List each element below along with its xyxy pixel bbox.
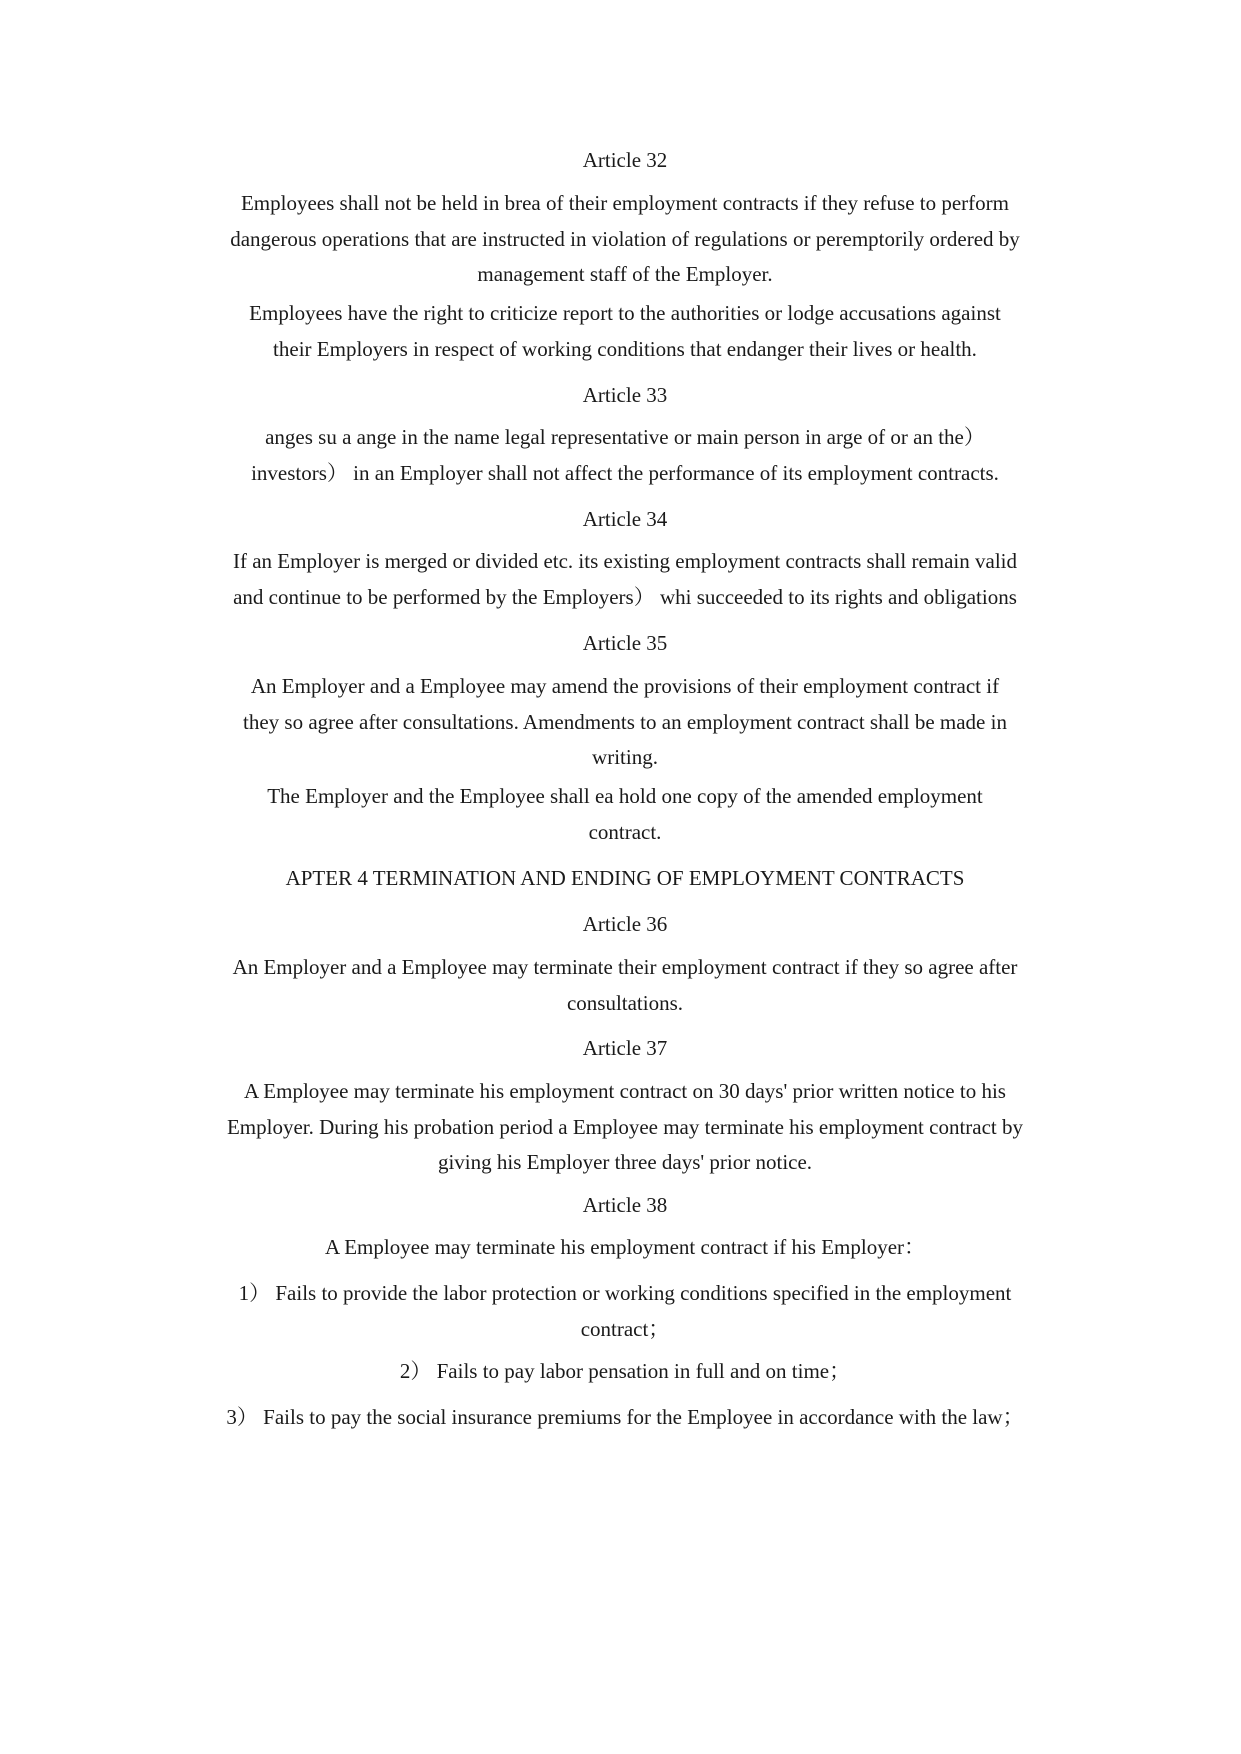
text-line: they so agree after consultations. Amendments to an employment contract shall be made in — [243, 709, 1007, 734]
text-line: writing. — [592, 745, 658, 769]
list-item — [200, 1354, 1050, 1390]
chapter-heading: APTER 4 TERMINATION AND ENDING OF EMPLOYMENT CONTRACTS — [285, 866, 965, 890]
text-line: 3） Fails to pay the social insurance premiums for the Employee in accordance with the law； — [226, 1405, 1024, 1429]
article-heading: Article 32 — [582, 148, 668, 172]
text-line: contract. — [588, 819, 662, 844]
paragraph — [200, 420, 1050, 491]
paragraph — [200, 544, 1050, 615]
text-line: giving his Employer three days' prior notice. — [437, 1150, 813, 1174]
text-line: 1） Fails to provide the labor protection or working conditions specified in the employment — [238, 1281, 1012, 1305]
text-line: If an Employer is merged or divided etc. its existing employment contracts shall remain valid — [233, 549, 1017, 573]
article-heading: Article 38 — [582, 1193, 668, 1217]
article-heading: Article 36 — [582, 912, 668, 936]
text-line: 2） Fails to pay labor pensation in full and on time； — [399, 1359, 851, 1383]
text-line: anges su a ange in the name legal representative or main person in arge of or an the） — [265, 425, 985, 449]
text-line: contract； — [580, 1316, 670, 1341]
text-line: dangerous operations that are instructed in violation of regulations or peremptorily ordered by — [230, 226, 1020, 251]
text-line: and continue to be performed by the Employers） whi succeeded to its rights and obligations — [233, 584, 1017, 609]
text-line: consultations. — [566, 990, 684, 1015]
list-item — [200, 1400, 1050, 1436]
paragraph — [200, 296, 1050, 367]
article-heading: Article 34 — [582, 507, 668, 531]
paragraph — [200, 1074, 1050, 1181]
text-line: Employer. During his probation period a Employee may terminate his employment contract by — [226, 1114, 1024, 1139]
text-line: The Employer and the Employee shall ea hold one copy of the amended employment — [267, 784, 983, 808]
text-line: An Employer and a Employee may terminate their employment contract if they so agree after — [232, 955, 1018, 979]
paragraph — [200, 669, 1050, 776]
list-item — [200, 1276, 1050, 1347]
article-heading: Article 33 — [582, 383, 668, 407]
paragraph — [200, 950, 1050, 1021]
text-line: investors） in an Employer shall not affect the performance of its employment contracts. — [251, 460, 999, 485]
article-heading: Article 35 — [582, 631, 668, 655]
text-line: Employees shall not be held in brea of their employment contracts if they refuse to perform — [240, 191, 1009, 215]
text-line: A Employee may terminate his employment contract on 30 days' prior written notice to his — [244, 1079, 1006, 1103]
text-line: their Employers in respect of working conditions that endanger their lives or health. — [273, 336, 977, 361]
paragraph — [200, 1230, 1050, 1266]
article-heading: Article 37 — [582, 1036, 668, 1060]
text-line: Employees have the right to criticize report to the authorities or lodge accusations against — [249, 301, 1001, 325]
paragraph — [200, 779, 1050, 850]
text-line: A Employee may terminate his employment contract if his Employer： — [324, 1235, 926, 1259]
paragraph — [200, 186, 1050, 293]
text-line: An Employer and a Employee may amend the provisions of their employment contract if — [250, 674, 1000, 698]
text-line: management staff of the Employer. — [477, 262, 773, 286]
